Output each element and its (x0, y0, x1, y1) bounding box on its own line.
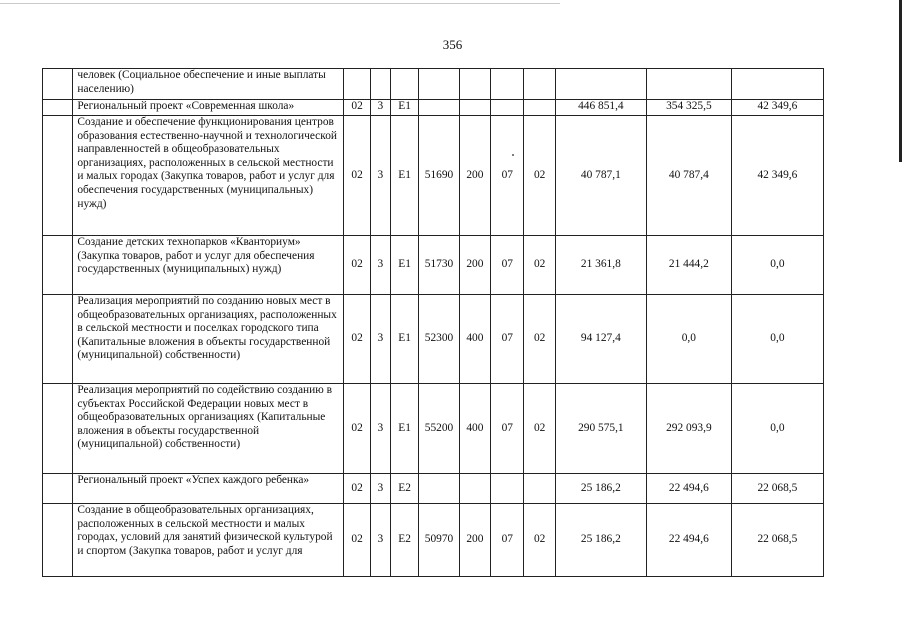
direction-code (419, 100, 459, 116)
amount-year-2: 40 787,4 (646, 116, 731, 236)
project-code: Е1 (390, 116, 418, 236)
row-name: Региональный проект «Успех каждого ребенка» (73, 474, 344, 504)
amount-year-3: 0,0 (731, 295, 823, 384)
row-name: Создание и обеспечение функционирования центров образования естественно-научной и технологической направленностей в общеобразовательных организациях, расположенных в сельской местности и малых городах (Закупка товаров, работ и услуг для обеспечения государственных (муниципальных) нужд) (73, 116, 344, 236)
gp-code: 02 (344, 100, 370, 116)
blank-cell (43, 295, 73, 384)
section-code: 07 (491, 504, 524, 577)
direction-code: 50970 (419, 504, 459, 577)
amount-year-2: 0,0 (646, 295, 731, 384)
amount-year-3: 0,0 (731, 236, 823, 295)
section-code (491, 69, 524, 100)
table-row (43, 236, 824, 295)
expense-type-code: 200 (459, 236, 490, 295)
row-name: Создание детских технопарков «Кванториум» (Закупка товаров, работ и услуг для обеспечения государственных (муниципальных) нужд) (73, 236, 344, 295)
project-code: Е2 (390, 474, 418, 504)
amount-year-1: 40 787,1 (555, 116, 646, 236)
row-name: Реализация мероприятий по созданию новых мест в общеобразовательных организациях, расположенных в сельской местности и поселках городского типа (Капитальные вложения в объекты государственной (муниципальной) собственности) (73, 295, 344, 384)
expense-type-code: 200 (459, 116, 490, 236)
table-row (43, 504, 824, 577)
row-name: Региональный проект «Современная школа» (73, 100, 344, 116)
expense-type-code (459, 69, 490, 100)
pp-code: 3 (370, 504, 390, 577)
amount-year-1: 290 575,1 (555, 384, 646, 474)
table-row (43, 100, 824, 116)
pp-code: 3 (370, 384, 390, 474)
gp-code: 02 (344, 384, 370, 474)
expense-type-code (459, 474, 490, 504)
amount-year-2: 354 325,5 (646, 100, 731, 116)
table-row (43, 116, 824, 236)
direction-code: 51690 (419, 116, 459, 236)
budget-table (42, 68, 824, 577)
blank-cell (43, 100, 73, 116)
table-row (43, 295, 824, 384)
subsection-code (524, 100, 555, 116)
amount-year-2: 22 494,6 (646, 504, 731, 577)
gp-code (344, 69, 370, 100)
amount-year-1: 25 186,2 (555, 474, 646, 504)
pp-code: 3 (370, 236, 390, 295)
amount-year-2 (646, 69, 731, 100)
project-code: Е1 (390, 295, 418, 384)
direction-code: 51730 (419, 236, 459, 295)
pp-code (370, 69, 390, 100)
subsection-code: 02 (524, 504, 555, 577)
gp-code: 02 (344, 116, 370, 236)
section-code: 07 (491, 236, 524, 295)
amount-year-3: 22 068,5 (731, 504, 823, 577)
direction-code: 52300 (419, 295, 459, 384)
subsection-code (524, 474, 555, 504)
expense-type-code: 400 (459, 295, 490, 384)
scan-edge-right (899, 0, 902, 162)
project-code (390, 69, 418, 100)
amount-year-1: 446 851,4 (555, 100, 646, 116)
amount-year-3: 22 068,5 (731, 474, 823, 504)
project-code: Е1 (390, 100, 418, 116)
blank-cell (43, 474, 73, 504)
blank-cell (43, 116, 73, 236)
blank-cell (43, 384, 73, 474)
table-row (43, 474, 824, 504)
amount-year-2: 292 093,9 (646, 384, 731, 474)
subsection-code: 02 (524, 116, 555, 236)
direction-code: 55200 (419, 384, 459, 474)
row-name: Создание в общеобразовательных организациях, расположенных в сельской местности и малых городах, условий для занятий физической культурой и спортом (Закупка товаров, работ и услуг для (73, 504, 344, 577)
section-code (491, 100, 524, 116)
scan-edge-top (0, 3, 560, 4)
amount-year-3 (731, 69, 823, 100)
amount-year-2: 22 494,6 (646, 474, 731, 504)
project-code: Е1 (390, 236, 418, 295)
subsection-code: 02 (524, 295, 555, 384)
pp-code: 3 (370, 474, 390, 504)
pp-code: 3 (370, 116, 390, 236)
gp-code: 02 (344, 474, 370, 504)
subsection-code (524, 69, 555, 100)
scan-speck (512, 154, 514, 156)
pp-code: 3 (370, 100, 390, 116)
amount-year-1 (555, 69, 646, 100)
section-code: 07 (491, 295, 524, 384)
page-number: 356 (442, 37, 463, 52)
expense-type-code: 400 (459, 384, 490, 474)
blank-cell (43, 236, 73, 295)
expense-type-code (459, 100, 490, 116)
blank-cell (43, 69, 73, 100)
section-code (491, 474, 524, 504)
amount-year-3: 0,0 (731, 384, 823, 474)
amount-year-3: 42 349,6 (731, 100, 823, 116)
pp-code: 3 (370, 295, 390, 384)
direction-code (419, 474, 459, 504)
gp-code: 02 (344, 504, 370, 577)
amount-year-1: 21 361,8 (555, 236, 646, 295)
section-code: 07 (491, 116, 524, 236)
table-row (43, 69, 824, 100)
amount-year-1: 25 186,2 (555, 504, 646, 577)
direction-code (419, 69, 459, 100)
project-code: Е2 (390, 504, 418, 577)
amount-year-3: 42 349,6 (731, 116, 823, 236)
section-code: 07 (491, 384, 524, 474)
subsection-code: 02 (524, 236, 555, 295)
amount-year-1: 94 127,4 (555, 295, 646, 384)
gp-code: 02 (344, 236, 370, 295)
gp-code: 02 (344, 295, 370, 384)
table-row (43, 384, 824, 474)
project-code: Е1 (390, 384, 418, 474)
expense-type-code: 200 (459, 504, 490, 577)
blank-cell (43, 504, 73, 577)
amount-year-2: 21 444,2 (646, 236, 731, 295)
subsection-code: 02 (524, 384, 555, 474)
row-name: человек (Социальное обеспечение и иные выплаты населению) (73, 69, 344, 100)
row-name: Реализация мероприятий по содействию созданию в субъектах Российской Федерации новых мест в общеобразовательных организациях (Капитальные вложения в объекты государственной (муниципальной) собственности) (73, 384, 344, 474)
